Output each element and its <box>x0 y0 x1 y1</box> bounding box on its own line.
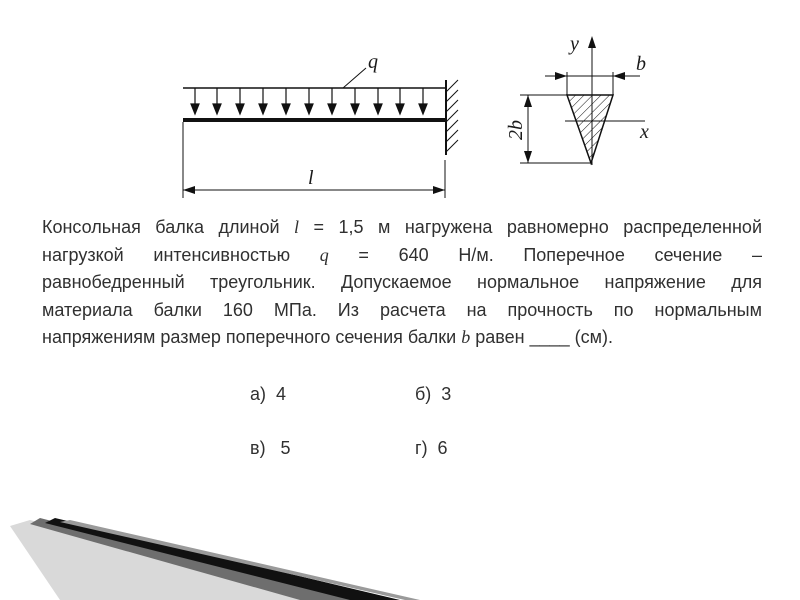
height-label: 2b <box>505 120 527 140</box>
problem-line-5: напряжениям размер поперечного сечения балки b равен ____ (см). <box>42 327 613 347</box>
problem-line-3: равнобедренный треугольник. Допускаемое нормальное напряжение для <box>42 272 762 292</box>
beam <box>183 118 445 122</box>
option-c[interactable]: в) 5 <box>250 438 291 458</box>
option-d[interactable]: г) 6 <box>415 438 448 458</box>
option-a[interactable]: а) 4 <box>250 384 287 404</box>
option-b[interactable]: б) 3 <box>415 384 452 404</box>
length-label: l <box>308 167 314 189</box>
load-leader <box>343 68 366 88</box>
load-label: q <box>368 51 378 73</box>
problem-text <box>42 214 762 352</box>
width-label: b <box>636 53 646 75</box>
y-axis-label: y <box>570 33 579 55</box>
load-arrows <box>191 88 427 114</box>
problem-line-1: Консольная балка длиной l = 1,5 м нагружена равномерно распределенной <box>42 217 762 237</box>
problem-line-2: нагрузкой интенсивностью q = 640 Н/м. Поперечное сечение – <box>42 244 762 265</box>
problem-line-4: материала балки 160 МПа. Из расчета на прочность по нормальным <box>42 299 762 320</box>
wall-hatch <box>446 80 458 152</box>
x-axis-label: x <box>640 121 649 143</box>
triangle-section <box>567 95 613 163</box>
decorative-swoosh <box>0 490 800 600</box>
beam-diagram <box>0 0 800 210</box>
